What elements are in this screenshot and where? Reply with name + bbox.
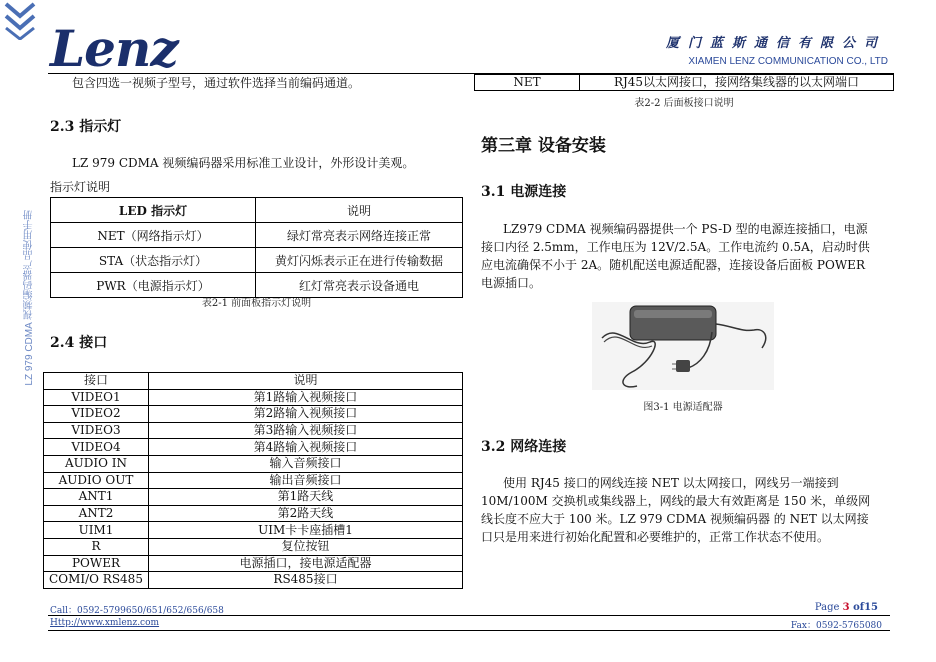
table-cell: 第2路天线 bbox=[149, 505, 463, 522]
table-cell: 第2路输入视频接口 bbox=[149, 406, 463, 423]
table-row bbox=[44, 555, 463, 572]
table-row bbox=[44, 439, 463, 456]
led-table bbox=[50, 197, 463, 298]
figure-3-1-caption: 图3-1 电源适配器 bbox=[643, 402, 723, 413]
net-table-continuation bbox=[474, 74, 894, 91]
table-cell: COMI/O RS485 bbox=[44, 572, 149, 589]
table-row bbox=[44, 538, 463, 555]
section-2-4-heading: 2.4 接口 bbox=[50, 335, 108, 351]
table-cell: RS485接口 bbox=[149, 572, 463, 589]
para-line: 应电流确保不小于 2A。随机配送电源适配器，连接设备后面板 POWER bbox=[481, 258, 865, 272]
para-line: 口只是用来进行初始化配置和必要维护的，正常工作状态不使用。 bbox=[481, 530, 830, 544]
table-cell: ANT1 bbox=[44, 489, 149, 506]
power-adapter-image bbox=[592, 302, 774, 390]
table-cell: ANT2 bbox=[44, 505, 149, 522]
table-cell: 第4路输入视频接口 bbox=[149, 439, 463, 456]
table-cell: VIDEO3 bbox=[44, 422, 149, 439]
table-header-cell: 说明 bbox=[256, 198, 463, 223]
footer-call: Call：0592-5799650/651/652/656/658 bbox=[50, 606, 224, 616]
table-row bbox=[44, 406, 463, 423]
table-row bbox=[44, 489, 463, 506]
table-row bbox=[44, 455, 463, 472]
company-name-cn: 厦门蓝斯通信有限公司 bbox=[665, 36, 886, 51]
table-header-cell: 接口 bbox=[44, 373, 149, 390]
para-line: 接口内径 2.5mm，工作电压为 12V/2.5A。工作电流约 0.5A，启动时供 bbox=[481, 240, 870, 254]
table-cell: R bbox=[44, 538, 149, 555]
table-row bbox=[44, 572, 463, 589]
section-2-3-heading: 2.3 指示灯 bbox=[50, 119, 122, 135]
table-cell: NET bbox=[475, 75, 580, 91]
led-table-caption: 表2-1 前面板指示灯说明 bbox=[201, 298, 312, 309]
table-row bbox=[475, 75, 894, 91]
table-row bbox=[44, 472, 463, 489]
table-cell: 红灯常亮表示设备通电 bbox=[256, 273, 463, 298]
footer-page-number bbox=[815, 602, 878, 613]
table-cell: NET（网络指示灯） bbox=[51, 223, 256, 248]
page-current: 3 bbox=[842, 602, 850, 613]
table-cell: PWR（电源指示灯） bbox=[51, 273, 256, 298]
table-cell: 输入音频接口 bbox=[149, 455, 463, 472]
table-header-cell: LED 指示灯 bbox=[51, 198, 256, 223]
table-cell: 黄灯闪烁表示正在进行传输数据 bbox=[256, 248, 463, 273]
para-line: LZ979 CDMA 视频编码器提供一个 PS-D 型的电源连接插口，电源 bbox=[503, 222, 868, 236]
section-3-1-heading: 3.1 电源连接 bbox=[481, 184, 567, 200]
intro-text: 包含四选一视频子型号，通过软件选择当前编码通道。 bbox=[72, 76, 361, 90]
table-cell: 第1路天线 bbox=[149, 489, 463, 506]
table-row bbox=[51, 248, 463, 273]
table-cell: VIDEO2 bbox=[44, 406, 149, 423]
interface-table bbox=[43, 372, 463, 589]
sidebar-vertical-title: LZ 979 CDMA 视频编码器产品使用手册 bbox=[24, 210, 35, 386]
para-line: 使用 RJ45 接口的网线连接 NET 以太网接口，网线另一端接到 bbox=[503, 476, 839, 490]
table-row bbox=[51, 223, 463, 248]
table-header-row bbox=[44, 373, 463, 390]
table-row bbox=[44, 505, 463, 522]
section-3-2-heading: 3.2 网络连接 bbox=[481, 439, 567, 455]
para-line: 线长度不应大于 100 米。LZ 979 CDMA 视频编码器 的 NET 以太网接 bbox=[481, 512, 869, 526]
table-cell: 第3路输入视频接口 bbox=[149, 422, 463, 439]
table-cell: VIDEO1 bbox=[44, 389, 149, 406]
section-2-3-para: LZ 979 CDMA 视频编码器采用标准工业设计，外形设计美观。 bbox=[72, 156, 415, 170]
para-line: 10M/100M 交换机或集线器上，网线的最大有效距离是 150 米，单级网 bbox=[481, 494, 871, 508]
chapter-3-heading: 第三章 设备安装 bbox=[481, 136, 606, 156]
table-cell: RJ45以太网接口，接网络集线器的以太网端口 bbox=[580, 75, 894, 91]
table-cell: 第1路输入视频接口 bbox=[149, 389, 463, 406]
table-header-cell: 说明 bbox=[149, 373, 463, 390]
chevron-decoration-icon bbox=[4, 0, 36, 40]
company-name-en: XIAMEN LENZ COMMUNICATION CO., LTD bbox=[688, 56, 888, 67]
net-table-caption: 表2-2 后面板接口说明 bbox=[634, 98, 734, 109]
table-cell: AUDIO IN bbox=[44, 455, 149, 472]
table-cell: VIDEO4 bbox=[44, 439, 149, 456]
footer-divider-bottom bbox=[48, 630, 890, 631]
table-cell: 绿灯常亮表示网络连接正常 bbox=[256, 223, 463, 248]
section-3-2-para bbox=[481, 474, 891, 546]
table-cell: 电源插口，接电源适配器 bbox=[149, 555, 463, 572]
footer-fax: Fax：0592-5765080 bbox=[790, 621, 882, 631]
website-link[interactable]: Http://www.xmlenz.com bbox=[50, 618, 160, 628]
table-cell: STA（状态指示灯） bbox=[51, 248, 256, 273]
table-row bbox=[44, 522, 463, 539]
table-row bbox=[44, 389, 463, 406]
table-cell: UIM卡卡座插槽1 bbox=[149, 522, 463, 539]
table-cell: 输出音频接口 bbox=[149, 472, 463, 489]
page-suffix: of15 bbox=[849, 602, 878, 613]
footer-divider bbox=[48, 615, 890, 616]
table-cell: UIM1 bbox=[44, 522, 149, 539]
para-line: 电源插口。 bbox=[481, 276, 542, 290]
company-logo: Lenz bbox=[50, 19, 178, 78]
table-cell: 复位按钮 bbox=[149, 538, 463, 555]
table-header-row bbox=[51, 198, 463, 223]
table-cell: POWER bbox=[44, 555, 149, 572]
section-3-1-para bbox=[481, 220, 891, 292]
led-label: 指示灯说明 bbox=[50, 180, 111, 194]
table-row bbox=[44, 422, 463, 439]
table-cell: AUDIO OUT bbox=[44, 472, 149, 489]
page-prefix: Page bbox=[814, 602, 843, 613]
